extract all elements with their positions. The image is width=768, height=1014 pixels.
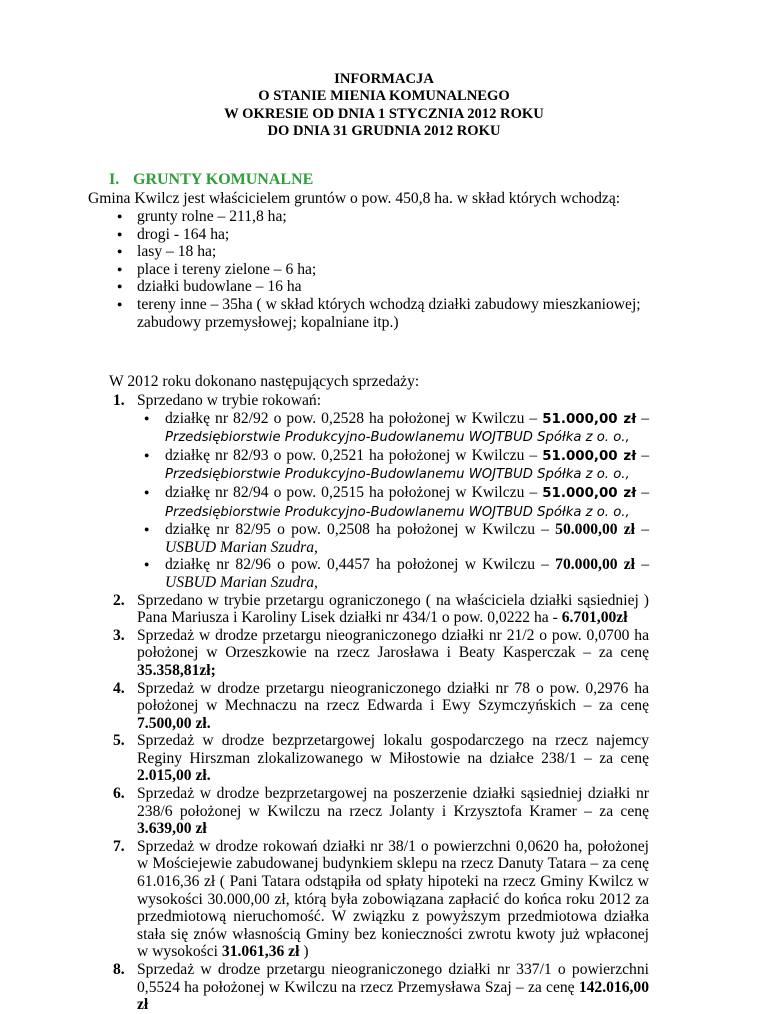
bullet-icon: ● xyxy=(117,298,123,309)
land-list xyxy=(0,208,657,331)
title-line-3: W OKRESIE OD DNIA 1 STYCZNIA 2012 ROKU xyxy=(224,105,544,122)
bullet-icon: ● xyxy=(117,211,123,221)
document-title xyxy=(0,71,768,140)
bullet-icon: ● xyxy=(144,412,150,423)
list-item: ● place i tereny zielone – 6 ha; xyxy=(117,260,317,278)
bullet-icon: ● xyxy=(144,524,150,535)
list-item: ● działkę nr 82/95 o pow. 0,2508 ha położonej w Kwilczu – 50.000,00 zł – USBUD Marian Szudra, xyxy=(144,521,649,556)
list-item: ● działki budowlane – 16 ha xyxy=(117,278,302,296)
bullet-icon: ● xyxy=(117,263,123,274)
list-item: ● lasy – 18 ha; xyxy=(117,243,217,261)
section-heading-text: GRUNTY KOMUNALNE xyxy=(133,171,314,188)
section-heading xyxy=(109,171,313,189)
land-intro: Gmina Kwilcz jest właścicielem gruntów o pow. 450,8 ha. w skład których wchodzą: xyxy=(88,190,621,207)
title-line-4: DO DNIA 31 GRUDNIA 2012 ROKU xyxy=(267,122,501,139)
bullet-icon: ● xyxy=(117,246,123,257)
title-line-2: O STANIE MIENIA KOMUNALNEGO xyxy=(258,88,510,105)
sale-item-2: 2. Sprzedano w trybie przetargu ograniczonego ( na właściciela działki sąsiedniej ) Pana Mariusza i Karoliny Lisek działki nr 434/1 o pow. 0,0222 ha - 6.701,00zł xyxy=(113,591,649,627)
list-item: ● działkę nr 82/93 o pow. 0,2521 ha położonej w Kwilczu – 51.000,00 zł – Przedsiębiorstwie Produkcyjno-Budowlanemu WOJTBUD Spółka z o. o., xyxy=(144,446,649,483)
list-item: ● drogi - 164 ha; xyxy=(117,225,230,243)
sale-item-8: 8. Sprzedaż w drodze przetargu nieograniczonego działki nr 337/1 o powierzchni 0,5524 ha położonej w Kwilczu na rzecz Przemysława Szaj – za cenę 142.016,00 zł xyxy=(113,961,649,1014)
section-number: I. xyxy=(109,171,120,188)
bullet-icon: ● xyxy=(117,281,123,292)
list-item: ● grunty rolne – 211,8 ha; xyxy=(117,208,287,225)
sale-item-1: 1. Sprzedano w trybie rokowań: ● działkę nr 82/92 o pow. 0,2528 ha położonej w Kwilczu – 51.000,00 zł – Przedsiębiorstwie Produkcyjno-Budowlanemu WOJTBUD Spółka z o. o., ● działkę nr 82/93 o pow. 0,2521 ha położonej w Kwilczu – 51.000,00 zł – Przedsiębiorstwie Produkcyjno-Budowlanemu WOJTBUD Spółka z o. o., ● działkę nr 82/94 o pow. 0,2515 ha położonej w Kwilczu – 51.000,00 zł – Przedsiębiorstwie Produkcyjno-Budowlanemu WOJTBUD Spółka z o. o., ● działkę nr 82/95 o pow. 0,2508 ha położonej w Kwilczu – 50.000,00 zł – USBUD Marian Szudra, ● działkę nr 82/96 o pow. 0,4457 ha położonej w Kwilczu – 70.000,00 zł – USBUD Marian Szudra, xyxy=(113,392,649,591)
sale-item-6: 6. Sprzedaż w drodze bezprzetargowej na poszerzenie działki sąsiedniej działki nr 238/6 położonej w Kwilczu na rzecz Jolanty i Krzysztofa Kramer – za cenę 3.639,00 zł xyxy=(113,785,649,838)
sales-intro: W 2012 roku dokonano następujących sprzedaży: xyxy=(109,373,420,390)
bullet-icon: ● xyxy=(144,449,150,460)
list-item: ● działkę nr 82/96 o pow. 0,4457 ha położonej w Kwilczu – 70.000,00 zł – USBUD Marian Szudra, xyxy=(144,556,649,591)
sale-item-5: 5. Sprzedaż w drodze bezprzetargowej lokalu gospodarczego na rzecz najemcy Reginy Hirszman zlokalizowanego w Miłostowie na działce 238/1 – za cenę 2.015,00 zł. xyxy=(113,732,649,785)
list-item: ● działkę nr 82/92 o pow. 0,2528 ha położonej w Kwilczu – 51.000,00 zł – Przedsiębiorstwie Produkcyjno-Budowlanemu WOJTBUD Spółka z o. o., xyxy=(144,409,649,446)
bullet-icon: ● xyxy=(144,486,150,497)
sale-item-3: 3. Sprzedaż w drodze przetargu nieograniczonego działki nr 21/2 o pow. 0,0700 ha położonej w Orzeszkowie na rzecz Jarosława i Beaty Kasperczak – za cenę 35.358,81zł; xyxy=(113,626,649,679)
sale-item-4: 4. Sprzedaż w drodze przetargu nieograniczonego działki nr 78 o pow. 0,2976 ha położonej w Mechnaczu na rzecz Edwarda i Ewy Szymczyńskich – za cenę 7.500,00 zł. xyxy=(113,679,649,732)
bullet-icon: ● xyxy=(117,228,123,239)
list-item: ● tereny inne – 35ha ( w skład których wchodzą działki zabudowy mieszkaniowej; zabudowy przemysłowej; kopalniane itp.) xyxy=(117,295,641,331)
title-line-1: INFORMACJA xyxy=(334,71,434,87)
sale-1-sublist xyxy=(137,410,649,592)
bullet-icon: ● xyxy=(144,559,150,570)
sales-list xyxy=(0,392,649,1014)
sale-item-7: 7. Sprzedaż w drodze rokowań działki nr 38/1 o powierzchni 0,0620 ha, położonej w Mościejewie zabudowanej budynkiem sklepu na rzecz Danuty Tatara – za cenę 61.016,36 zł ( Pani Tatara odstąpiła od spłaty hipoteki na rzecz Gminy Kwilcz w wysokości 30.000,00 zł, którą była zobowiązana zapłacić do końca roku 2012 za przedmiotową nieruchomość. W związku z powyższym przedmiotowa działka stała się znów własnością Gminy bez konieczności zwrotu kwoty już wpłaconej w wysokości 31.061,36 zł ) xyxy=(113,837,649,961)
list-item: ● działkę nr 82/94 o pow. 0,2515 ha położonej w Kwilczu – 51.000,00 zł – Przedsiębiorstwie Produkcyjno-Budowlanemu WOJTBUD Spółka z o. o., xyxy=(144,483,649,520)
